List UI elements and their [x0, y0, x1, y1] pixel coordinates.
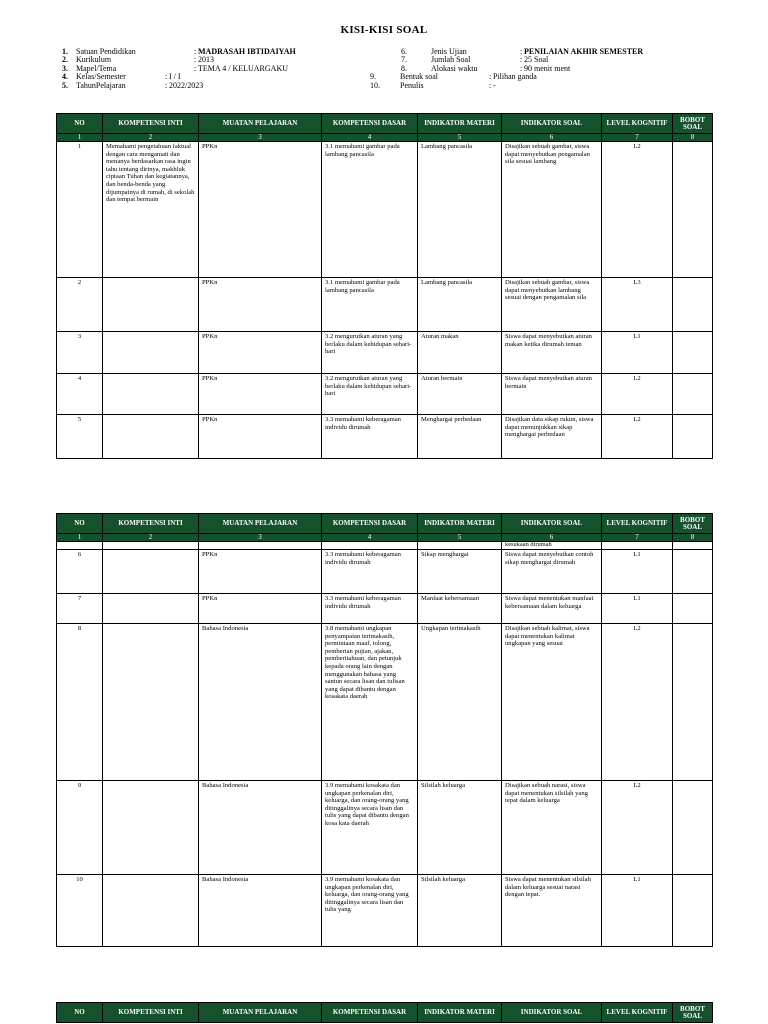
table-row [57, 875, 713, 947]
info-value: MADRASAH IBTIDAIYAH [198, 47, 296, 56]
cell-muatan: PPKn [199, 374, 322, 415]
cell-bobot [673, 624, 713, 781]
cell-level: L2 [602, 374, 673, 415]
cell-no: 5 [57, 415, 103, 459]
info-sep: : [489, 80, 492, 90]
cell-kompetensi-dasar: 3.3 memahami keberagaman individu dirumah [322, 550, 418, 594]
column-number: 8 [673, 534, 713, 542]
cell-bobot [673, 875, 713, 947]
column-number: 1 [57, 134, 103, 142]
header-kompetensi-inti: KOMPETENSI INTI [103, 514, 199, 534]
info-num: 2. [62, 55, 68, 65]
cell-indikator-materi: Aturan makan [418, 332, 502, 374]
info-sep: : [194, 63, 197, 73]
cell-indikator-soal: Siswa dapat menyebutkan aturan makan ketika dirumah teman [502, 332, 602, 374]
header-muatan-pelajaran: MUATAN PELAJARAN [199, 1003, 322, 1023]
info-row [370, 48, 643, 56]
cell-no: 7 [57, 594, 103, 624]
cell-kompetensi-dasar: 3.2 mengurutkan aturan yang berlaku dalam kehidupan sehari-hari [322, 332, 418, 374]
column-number: 5 [418, 534, 502, 542]
cell-bobot [673, 332, 713, 374]
info-label: Alokasi waktu [431, 63, 478, 73]
cell-kompetensi-dasar: 3.9 memahami kosakata dan ungkapan perkenalan diri, keluarga, dan orang-orang yang ditinggalinya secara lisan dan tulis yang [322, 875, 418, 947]
info-sep: : [194, 47, 197, 56]
cell-kompetensi-inti [103, 550, 199, 594]
info-num: 6. [401, 47, 407, 56]
column-number: 4 [322, 134, 418, 142]
column-number: 3 [199, 134, 322, 142]
table-header-row [57, 114, 713, 134]
cell-no: 6 [57, 550, 103, 594]
header-indikator-soal: INDIKATOR SOAL [502, 114, 602, 134]
table-row [57, 278, 713, 332]
cell-indikator-materi: Silsilah keluarga [418, 781, 502, 875]
cell-kompetensi-inti [103, 875, 199, 947]
info-label: TahunPelajaran [76, 80, 126, 90]
header-muatan-pelajaran: MUATAN PELAJARAN [199, 114, 322, 134]
header-kompetensi-dasar: KOMPETENSI DASAR [322, 1003, 418, 1023]
table-row [57, 624, 713, 781]
header-level-kognitif: LEVEL KOGNITIF [602, 514, 673, 534]
info-num: 1. [62, 47, 68, 56]
cell-muatan: PPKn [199, 142, 322, 278]
header-muatan-pelajaran: MUATAN PELAJARAN [199, 514, 322, 534]
cell-level: L1 [602, 594, 673, 624]
cell-level: L2 [602, 624, 673, 781]
table-row [57, 415, 713, 459]
column-number: 4 [322, 534, 418, 542]
info-sep: : [489, 72, 492, 82]
cell-empty [602, 542, 673, 550]
kisi-table-page-2 [56, 513, 713, 947]
info-value: TEMA 4 / KELUARGAKU [198, 63, 288, 73]
cell-bobot [673, 550, 713, 594]
column-number: 8 [673, 134, 713, 142]
cell-kompetensi-dasar: 3.3 memahami keberagaman individu dirumah [322, 415, 418, 459]
cell-continuation-text: kesukaan dirumah [502, 542, 602, 550]
cell-kompetensi-inti: Memahami pengetahuan faktual dengan cara mengamati dan menanya berdasarkan rasa ingin tahu tentang dirinya, makhluk ciptaan Tuhan dan kegiatannya, dan benda-benda yang dijumpainya di rumah, di sekolah dan tempat bermain [103, 142, 199, 278]
column-number: 3 [199, 534, 322, 542]
column-number: 7 [602, 134, 673, 142]
header-bobot-soal: BOBOT SOAL [673, 1003, 713, 1023]
cell-indikator-soal: Siswa dapat menentukan silsilah dalam keluarga sesuai narasi dengan tepat. [502, 875, 602, 947]
cell-bobot [673, 781, 713, 875]
cell-bobot [673, 278, 713, 332]
cell-muatan: PPKn [199, 332, 322, 374]
info-label: Jenis Ujian [431, 47, 467, 56]
header-kompetensi-inti: KOMPETENSI INTI [103, 114, 199, 134]
cell-indikator-materi: Lambang pancasila [418, 278, 502, 332]
cell-level: L3 [602, 278, 673, 332]
info-value: Pilihan ganda [493, 72, 537, 82]
info-value: I / I [169, 72, 181, 82]
cell-kompetensi-inti [103, 415, 199, 459]
cell-level: L1 [602, 550, 673, 594]
cell-kompetensi-dasar: 3.9 memahami kosakata dan ungkapan perkenalan diri, keluarga, dan orang-orang yang ditinggalinya secara lisan dan tulis yang dapat dibantu dengan kosa kata daerah [322, 781, 418, 875]
info-value: PENILAIAN AKHIR SEMESTER [524, 47, 644, 56]
info-sep: : [520, 47, 523, 56]
cell-no: 4 [57, 374, 103, 415]
header-indikator-soal: INDIKATOR SOAL [502, 1003, 602, 1023]
info-label: Jumlah Soal [431, 55, 471, 65]
cell-level: L1 [602, 875, 673, 947]
cell-kompetensi-dasar: 3.3 memahami keberagaman individu dirumah [322, 594, 418, 624]
info-row [370, 82, 643, 90]
info-label: Kelas/Semester [76, 72, 126, 82]
cell-kompetensi-inti [103, 278, 199, 332]
table-header-row [57, 514, 713, 534]
cell-empty [57, 542, 103, 550]
header-kompetensi-dasar: KOMPETENSI DASAR [322, 114, 418, 134]
info-label: Satuan Pendidikan [76, 47, 136, 56]
info-label: Penulis [400, 80, 424, 90]
cell-empty [199, 542, 322, 550]
header-indikator-materi: INDIKATOR MATERI [418, 1003, 502, 1023]
cell-bobot [673, 415, 713, 459]
header-indikator-materi: INDIKATOR MATERI [418, 514, 502, 534]
cell-kompetensi-dasar: 3.1 memahami gambar pada lambang pancasila [322, 278, 418, 332]
identity-info-left [62, 48, 296, 90]
info-num: 10. [370, 80, 380, 90]
cell-level: L2 [602, 415, 673, 459]
info-label: Mapel/Tema [76, 63, 117, 73]
header-no: NO [57, 514, 103, 534]
header-indikator-materi: INDIKATOR MATERI [418, 114, 502, 134]
info-value: 2022/2023 [169, 80, 204, 90]
cell-kompetensi-dasar: 3.1 memahami gambar pada lambang pancasila [322, 142, 418, 278]
info-value: 90 menit ment [524, 63, 571, 73]
cell-indikator-materi: Silsilah keluarga [418, 875, 502, 947]
cell-indikator-soal: Disajikan sebuah gambar, siswa dapat menyebutkan pengamalan sila sesuai lambang [502, 142, 602, 278]
cell-muatan: PPKn [199, 550, 322, 594]
cell-muatan: Bahasa Indonesia [199, 875, 322, 947]
column-number: 6 [502, 534, 602, 542]
cell-indikator-materi: Menghargai perbedaan [418, 415, 502, 459]
info-num: 5. [62, 80, 68, 90]
info-row [62, 82, 296, 90]
column-number: 5 [418, 134, 502, 142]
column-number: 2 [103, 134, 199, 142]
column-number-row [57, 134, 713, 142]
cell-level: L2 [602, 142, 673, 278]
cell-empty [673, 542, 713, 550]
header-indikator-soal: INDIKATOR SOAL [502, 514, 602, 534]
table-row [57, 142, 713, 278]
info-label: Kurikulum [76, 55, 112, 65]
info-num: 8. [401, 63, 407, 73]
info-label: Bentuk soal [400, 72, 438, 82]
table-row [57, 550, 713, 594]
info-num: 7. [401, 55, 407, 65]
cell-kompetensi-inti [103, 781, 199, 875]
column-number-row [57, 534, 713, 542]
info-value: - [493, 80, 496, 90]
cell-muatan: Bahasa Indonesia [199, 781, 322, 875]
table-row [57, 332, 713, 374]
cell-kompetensi-inti [103, 374, 199, 415]
info-sep: : [165, 80, 168, 90]
column-number: 6 [502, 134, 602, 142]
cell-muatan: PPKn [199, 594, 322, 624]
cell-bobot [673, 142, 713, 278]
cell-muatan: PPKn [199, 278, 322, 332]
cell-indikator-soal: Siswa dapat menentukan manfaat kebersamaan dalam keluarga [502, 594, 602, 624]
cell-indikator-soal: Disajikan sebuah kalimat, siswa dapat menentukan kalimat ungkapan yang sesuai [502, 624, 602, 781]
info-num: 9. [370, 72, 376, 82]
cell-no: 3 [57, 332, 103, 374]
cell-kompetensi-inti [103, 624, 199, 781]
cell-kompetensi-dasar: 3.8 memahami ungkapan penyampaian terimakasih, permintaan maaf, tolong, pemberian pujian, ajakan, pemberitahuan, dan petunjuk kepada orang lain dengan menggunakan bahasa yang santun secara lisan dan tulisan yang dapat dibantu dengan kosakata daerah [322, 624, 418, 781]
header-level-kognitif: LEVEL KOGNITIF [602, 1003, 673, 1023]
cell-indikator-materi: Aturan bermain [418, 374, 502, 415]
cell-empty [322, 542, 418, 550]
cell-indikator-soal: Disajikan data sikap rukun, siswa dapat menunjukkan sikap menghargai perbedaan [502, 415, 602, 459]
cell-indikator-soal: Disajikan sebuah narasi, siswa dapat menentukan silsilah yang tepat dalam keluarga [502, 781, 602, 875]
cell-indikator-soal: Siswa dapat menyebutkan contoh sikap menghargai dirumah [502, 550, 602, 594]
table-row [57, 594, 713, 624]
kisi-table-page-3 [56, 1002, 713, 1023]
cell-indikator-soal: Disajikan sebuah gambar, siswa dapat menyebutkan lambang sesuai dengan pengamalan sila [502, 278, 602, 332]
header-kompetensi-inti: KOMPETENSI INTI [103, 1003, 199, 1023]
header-kompetensi-dasar: KOMPETENSI DASAR [322, 514, 418, 534]
cell-indikator-materi: Ungkapan terimakasih [418, 624, 502, 781]
info-sep: : [520, 63, 523, 73]
header-no: NO [57, 114, 103, 134]
cell-muatan: Bahasa Indonesia [199, 624, 322, 781]
column-number: 2 [103, 534, 199, 542]
continuation-row [57, 542, 713, 550]
cell-muatan: PPKn [199, 415, 322, 459]
cell-no: 8 [57, 624, 103, 781]
cell-indikator-materi: Lambang pancasila [418, 142, 502, 278]
header-bobot-soal: BOBOT SOAL [673, 114, 713, 134]
info-sep: : [165, 72, 168, 82]
cell-indikator-materi: Sikap menghargai [418, 550, 502, 594]
table-row [57, 781, 713, 875]
table-row [57, 374, 713, 415]
page-title: KISI-KISI SOAL [340, 24, 428, 36]
header-level-kognitif: LEVEL KOGNITIF [602, 114, 673, 134]
header-bobot-soal: BOBOT SOAL [673, 514, 713, 534]
info-sep: : [194, 55, 197, 65]
cell-kompetensi-dasar: 3.2 mengurutkan aturan yang berlaku dalam kehidupan sehari-hari [322, 374, 418, 415]
table-header-row [57, 1003, 713, 1023]
info-value: 25 Soal [524, 55, 549, 65]
cell-level: L2 [602, 781, 673, 875]
kisi-table-page-1 [56, 113, 713, 459]
info-num: 4. [62, 72, 68, 82]
cell-no: 2 [57, 278, 103, 332]
header-no: NO [57, 1003, 103, 1023]
cell-kompetensi-inti [103, 594, 199, 624]
cell-empty [418, 542, 502, 550]
cell-bobot [673, 594, 713, 624]
info-num: 3. [62, 63, 68, 73]
column-number: 1 [57, 534, 103, 542]
cell-empty [103, 542, 199, 550]
cell-no: 10 [57, 875, 103, 947]
cell-indikator-soal: Siswa dapat menyebutkan aturan bermain [502, 374, 602, 415]
cell-no: 9 [57, 781, 103, 875]
column-number: 7 [602, 534, 673, 542]
cell-level: L1 [602, 332, 673, 374]
cell-indikator-materi: Manfaat kebersamaan [418, 594, 502, 624]
info-sep: : [520, 55, 523, 65]
info-row [370, 56, 643, 64]
identity-info-right [370, 48, 643, 90]
cell-kompetensi-inti [103, 332, 199, 374]
info-value: 2013 [198, 55, 214, 65]
cell-no: 1 [57, 142, 103, 278]
cell-bobot [673, 374, 713, 415]
